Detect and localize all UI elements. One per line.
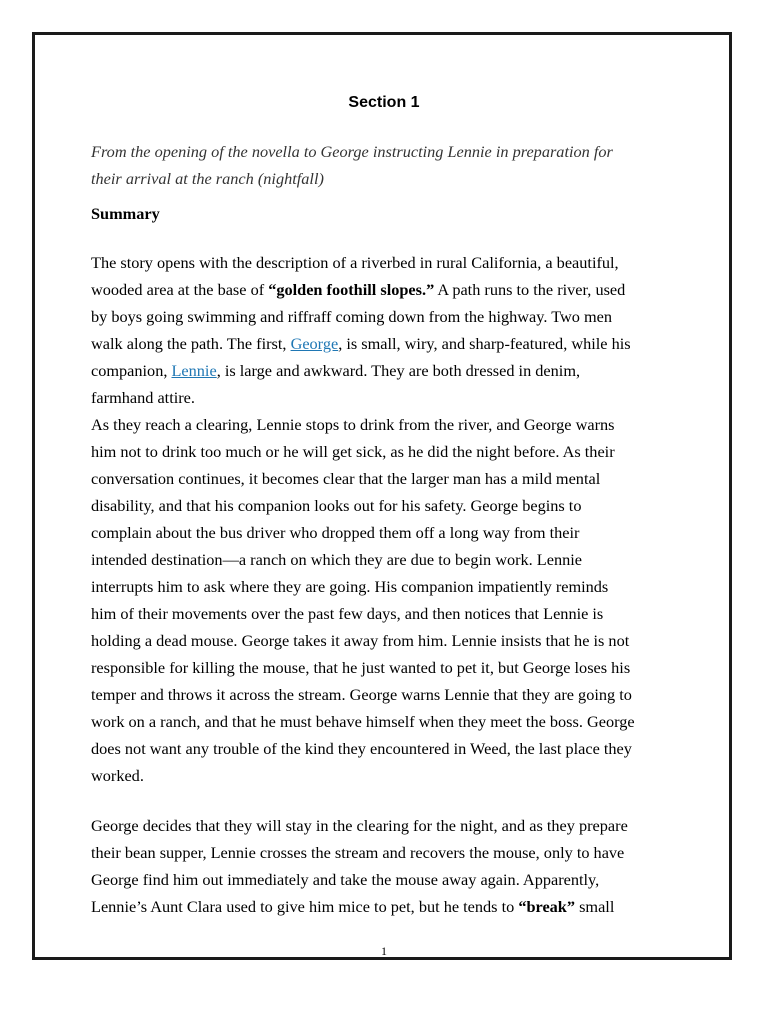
page-number: 1	[381, 944, 387, 958]
text-segment: companion,	[91, 361, 172, 380]
text-line: complain about the bus driver who dropped them off a long way from their	[91, 523, 580, 542]
text-segment: walk along the path. The first,	[91, 334, 291, 353]
summary-heading: Summary	[91, 204, 160, 223]
text-line: intended destination—a ranch on which they are due to begin work. Lennie	[91, 550, 582, 569]
text-line: conversation continues, it becomes clear that the larger man has a mild mental	[91, 469, 601, 488]
text-line: by boys going swimming and riffraff coming down from the highway. Two men	[91, 307, 612, 326]
text-line: their bean supper, Lennie crosses the stream and recovers the mouse, only to have	[91, 843, 625, 862]
text-line: temper and throws it across the stream. George warns Lennie that they are going to	[91, 685, 632, 704]
text-line: George decides that they will stay in the clearing for the night, and as they prepare	[91, 816, 628, 835]
quote-golden-foothill: “golden foothill slopes.”	[268, 280, 435, 299]
text-line: farmhand attire.	[91, 388, 195, 407]
paragraph-2	[91, 411, 691, 789]
text-line: responsible for killing the mouse, that he just wanted to pet it, but George loses his	[91, 658, 631, 677]
text-line: worked.	[91, 766, 144, 785]
text-line	[91, 893, 691, 920]
paragraph-1	[91, 249, 691, 411]
text-line: work on a ranch, and that he must behave himself when they meet the boss. George	[91, 712, 635, 731]
text-segment: , is small, wiry, and sharp-featured, while his	[338, 334, 631, 353]
text-line: disability, and that his companion looks out for his safety. George begins to	[91, 496, 582, 515]
text-line: George find him out immediately and take the mouse away again. Apparently,	[91, 870, 600, 889]
text-line: holding a dead mouse. George takes it away from him. Lennie insists that he is not	[91, 631, 630, 650]
link-george[interactable]: George	[290, 334, 339, 353]
text-segment: Lennie’s Aunt Clara used to give him mice to pet, but he tends to	[91, 897, 519, 916]
text-segment: small	[575, 897, 615, 916]
paragraph-3	[91, 812, 691, 920]
text-line: him of their movements over the past few days, and then notices that Lennie is	[91, 604, 604, 623]
text-segment: A path runs to the river, used	[434, 280, 626, 299]
text-line	[91, 276, 691, 303]
text-line: him not to drink too much or he will get sick, as he did the night before. As their	[91, 442, 615, 461]
text-line	[91, 330, 691, 357]
subtitle-line: From the opening of the novella to George instructing Lennie in preparation for	[91, 142, 613, 161]
text-segment: , is large and awkward. They are both dressed in denim,	[216, 361, 581, 380]
text-line: As they reach a clearing, Lennie stops to drink from the river, and George warns	[91, 415, 615, 434]
text-line: does not want any trouble of the kind they encountered in Weed, the last place they	[91, 739, 632, 758]
text-line: interrupts him to ask where they are going. His companion impatiently reminds	[91, 577, 609, 596]
section-heading: Section 1	[348, 94, 420, 111]
quote-break: “break”	[518, 897, 576, 916]
link-lennie[interactable]: Lennie	[171, 361, 217, 380]
section-subtitle	[91, 138, 676, 192]
subtitle-line: their arrival at the ranch (nightfall)	[91, 169, 324, 188]
text-segment: wooded area at the base of	[91, 280, 269, 299]
text-line	[91, 357, 691, 384]
text-line: The story opens with the description of a riverbed in rural California, a beautiful,	[91, 253, 619, 272]
